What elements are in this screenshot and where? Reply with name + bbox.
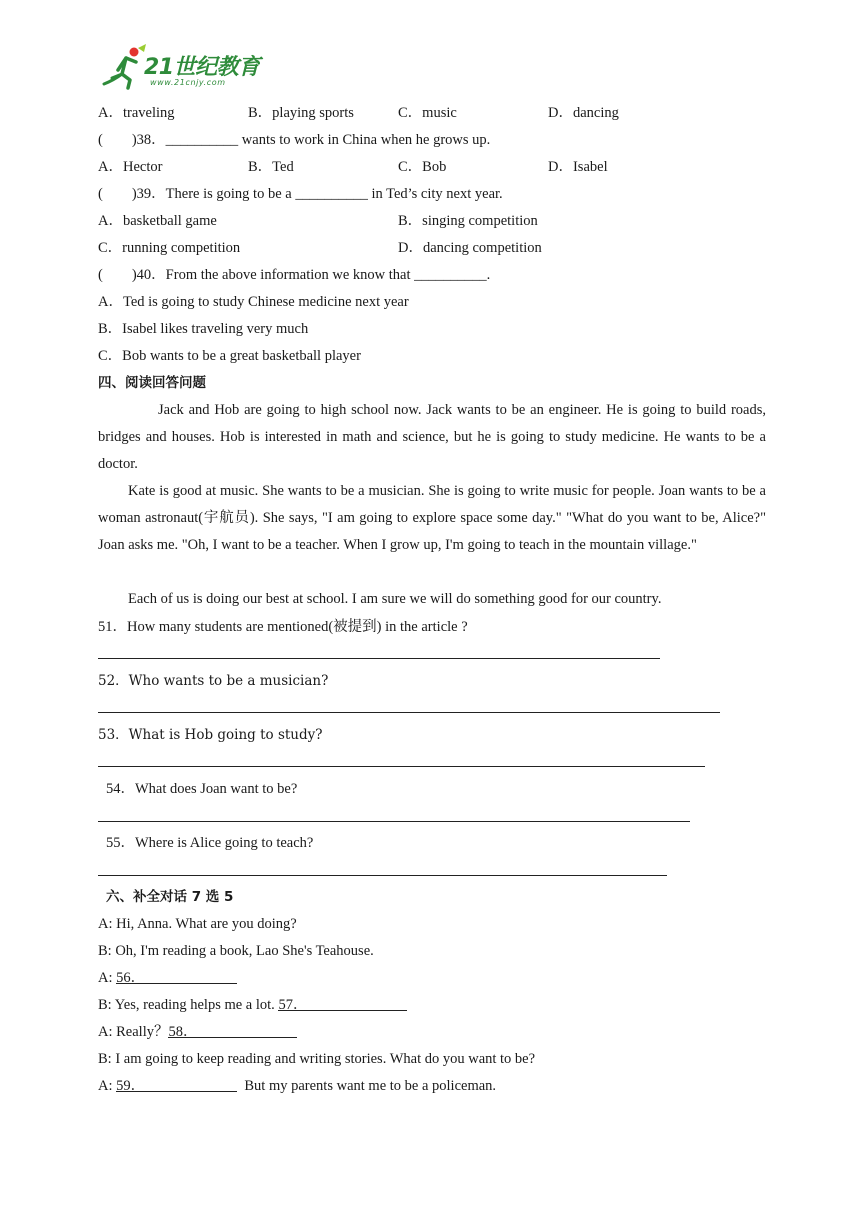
section-4-title: 四、阅读回答问题 [98, 375, 206, 391]
logo-url-text: www.21cnjy.com [150, 78, 226, 87]
dialogue-line-2: B: Oh, I'm reading a book, Lao She's Teahouse. [98, 943, 374, 959]
speaker-a-label: A: [98, 970, 117, 986]
question-38-text: 38．__________ wants to work in China when he grows up. [136, 132, 491, 148]
q39-option-d: D．dancing competition [398, 240, 542, 256]
passage-paragraph-3: Each of us is doing our best at school. I am sure we will do something good for our country. [128, 591, 662, 607]
blank-number: 56． [116, 970, 146, 986]
question-40 [98, 266, 490, 284]
dialogue-text: A: Really？ [98, 1024, 169, 1040]
blank-56[interactable] [116, 969, 237, 984]
q39-option-b: B．singing competition [398, 213, 538, 229]
answer-line-54[interactable] [98, 821, 690, 822]
question-39 [98, 185, 503, 203]
answer-line-51[interactable] [98, 658, 660, 659]
passage-paragraph-2: Kate is good at music. She wants to be a musician. She is going to write music for people. Joan wants to be a woman astronaut(宇航员). She says, "I am going to explore space some day." "What do you want to be, Alice?" Joan asks me. "Oh, I want to be a teacher. When I grow up, I'm going to teach in the mountain village." [98, 483, 766, 553]
dialogue-line-3 [98, 969, 237, 987]
question-54: 54．What does Joan want to be? [106, 781, 298, 797]
question-38 [98, 131, 490, 149]
q40-option-c: C．Bob wants to be a great basketball player [98, 348, 361, 364]
logo-brand-text: 21世纪教育 [144, 55, 260, 80]
blank-number: 59． [116, 1078, 146, 1094]
answer-paren: ( ) [98, 186, 137, 202]
q38-option-c: C．Bob [398, 159, 447, 175]
q38-option-d: D．Isabel [548, 159, 608, 175]
blank-number: 57． [278, 997, 308, 1013]
dialogue-line-6: B: I am going to keep reading and writing stories. What do you want to be? [98, 1051, 536, 1067]
question-52: 52．Who wants to be a musician? [98, 673, 329, 689]
q39-option-a: A．basketball game [98, 213, 217, 229]
answer-line-53[interactable] [98, 766, 705, 767]
dialogue-text: But my parents want me to be a policeman. [237, 1078, 497, 1094]
answer-paren: ( ) [98, 267, 137, 283]
blank-58[interactable] [168, 1023, 297, 1038]
blank-59[interactable] [116, 1077, 237, 1092]
question-53: 53．What is Hob going to study? [98, 727, 323, 743]
q37-option-d: D．dancing [548, 105, 619, 121]
speaker-a-label: A: [98, 1078, 117, 1094]
q39-option-c: C．running competition [98, 240, 241, 256]
question-51: 51．How many students are mentioned(被提到) in the article ? [98, 619, 468, 635]
q40-option-a: A．Ted is going to study Chinese medicine next year [98, 294, 409, 310]
blank-number: 58． [168, 1024, 198, 1040]
dialogue-line-4 [98, 996, 407, 1014]
dialogue-line-1: A: Hi, Anna. What are you doing? [98, 916, 297, 932]
q40-option-b: B．Isabel likes traveling very much [98, 321, 309, 337]
running-man-icon [100, 44, 148, 90]
answer-line-55[interactable] [98, 875, 667, 876]
q38-option-a: A．Hector [98, 159, 163, 175]
answer-line-52[interactable] [98, 712, 720, 713]
blank-57[interactable] [278, 996, 407, 1011]
passage-paragraph-1: Jack and Hob are going to high school now. Jack wants to be an engineer. He is going to build roads, bridges and houses. Hob is interested in math and science, but he is going to study medicine. He wants to be a doctor. [98, 402, 766, 472]
dialogue-text: B: Yes, reading helps me a lot. [98, 997, 279, 1013]
q38-option-b: B．Ted [248, 159, 294, 175]
site-logo [100, 44, 270, 92]
answer-paren: ( ) [98, 132, 137, 148]
section-6-title: 六、补全对话 7 选 5 [106, 889, 234, 905]
question-40-text: 40．From the above information we know that __________. [136, 267, 491, 283]
question-55: 55．Where is Alice going to teach? [106, 835, 314, 851]
q37-option-c: C．music [398, 105, 457, 121]
dialogue-line-7 [98, 1077, 496, 1095]
dialogue-line-5 [98, 1023, 297, 1041]
q37-option-a: A．traveling [98, 105, 175, 121]
q37-option-b: B．playing sports [248, 105, 354, 121]
question-39-text: 39．There is going to be a __________ in Ted’s city next year. [136, 186, 503, 202]
